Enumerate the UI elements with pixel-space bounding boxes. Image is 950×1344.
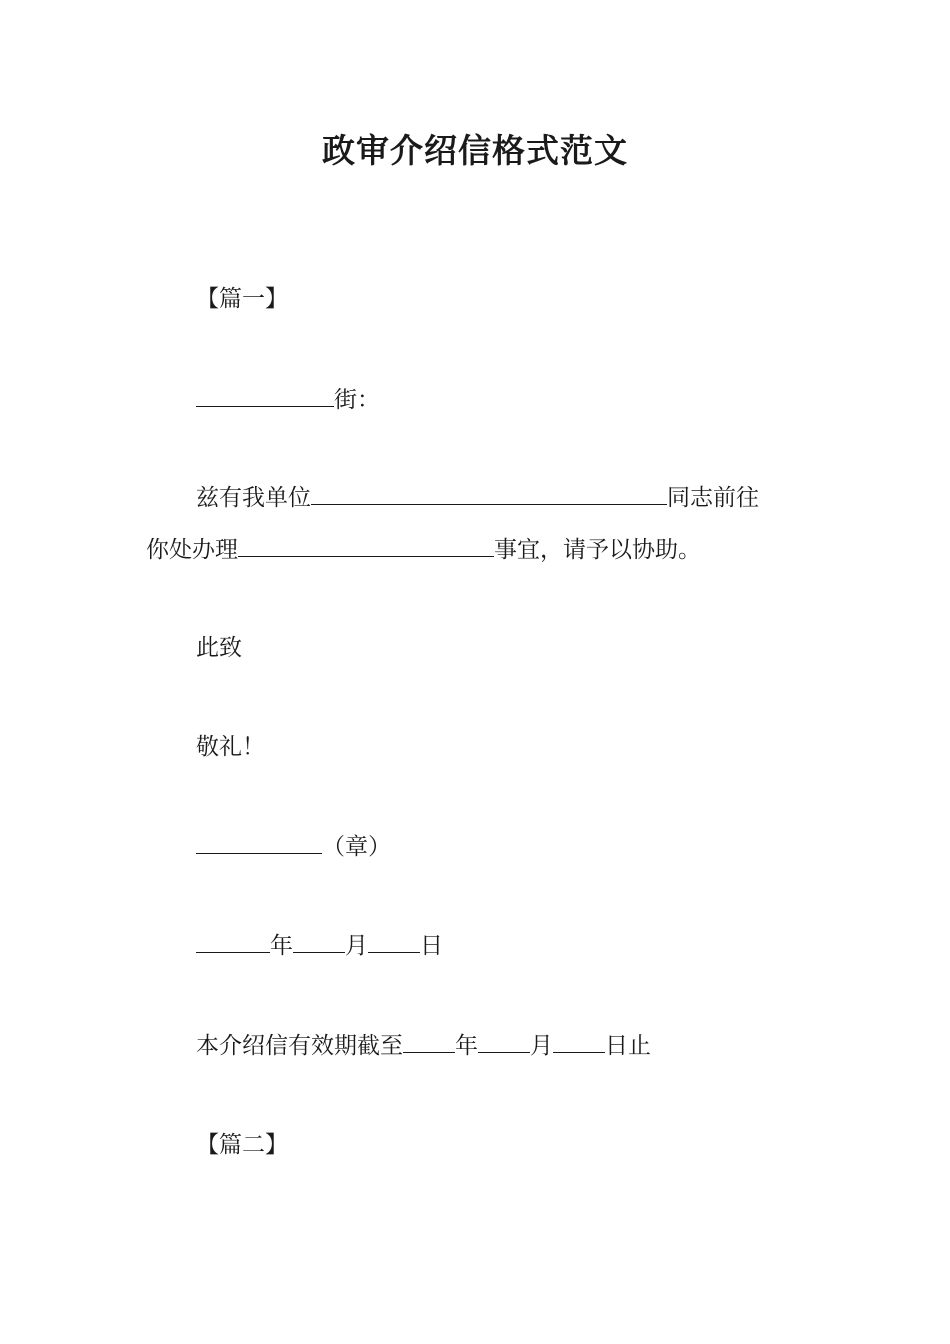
date-month-label: 月 [345, 933, 368, 959]
seal-label: （章） [322, 834, 391, 860]
validity-month-label: 月 [530, 1033, 553, 1059]
body-text-1: 兹有我单位 [196, 485, 311, 511]
person-name-blank [311, 482, 667, 505]
body-text-2: 同志前往 [667, 485, 759, 511]
date-line [196, 930, 443, 962]
body-paragraph [146, 472, 810, 576]
validity-day-blank [553, 1030, 605, 1053]
street-suffix: 街： [334, 387, 380, 413]
validity-line [196, 1030, 651, 1062]
document-title: 政审介绍信格式范文 [322, 131, 628, 170]
month-blank [293, 930, 345, 953]
section-heading-1: 【篇一】 [196, 286, 288, 312]
date-day-label: 日 [420, 933, 443, 959]
body-text-3: 你处办理 [146, 537, 238, 563]
closing-line-1: 此致 [196, 635, 242, 661]
year-blank [196, 930, 270, 953]
day-blank [368, 930, 420, 953]
section-heading-2: 【篇二】 [196, 1132, 288, 1158]
addressee-line [196, 384, 380, 416]
closing-line-2: 敬礼！ [196, 734, 265, 760]
matter-blank [238, 534, 494, 557]
date-year-label: 年 [270, 933, 293, 959]
validity-month-blank [478, 1030, 530, 1053]
street-blank [196, 384, 334, 407]
seal-blank [196, 831, 322, 854]
validity-year-blank [403, 1030, 455, 1053]
seal-line [196, 831, 391, 863]
body-text-4: 事宜，请予以协助。 [494, 537, 701, 563]
validity-year-label: 年 [455, 1033, 478, 1059]
validity-prefix: 本介绍信有效期截至 [196, 1033, 403, 1059]
validity-day-label: 日止 [605, 1033, 651, 1059]
